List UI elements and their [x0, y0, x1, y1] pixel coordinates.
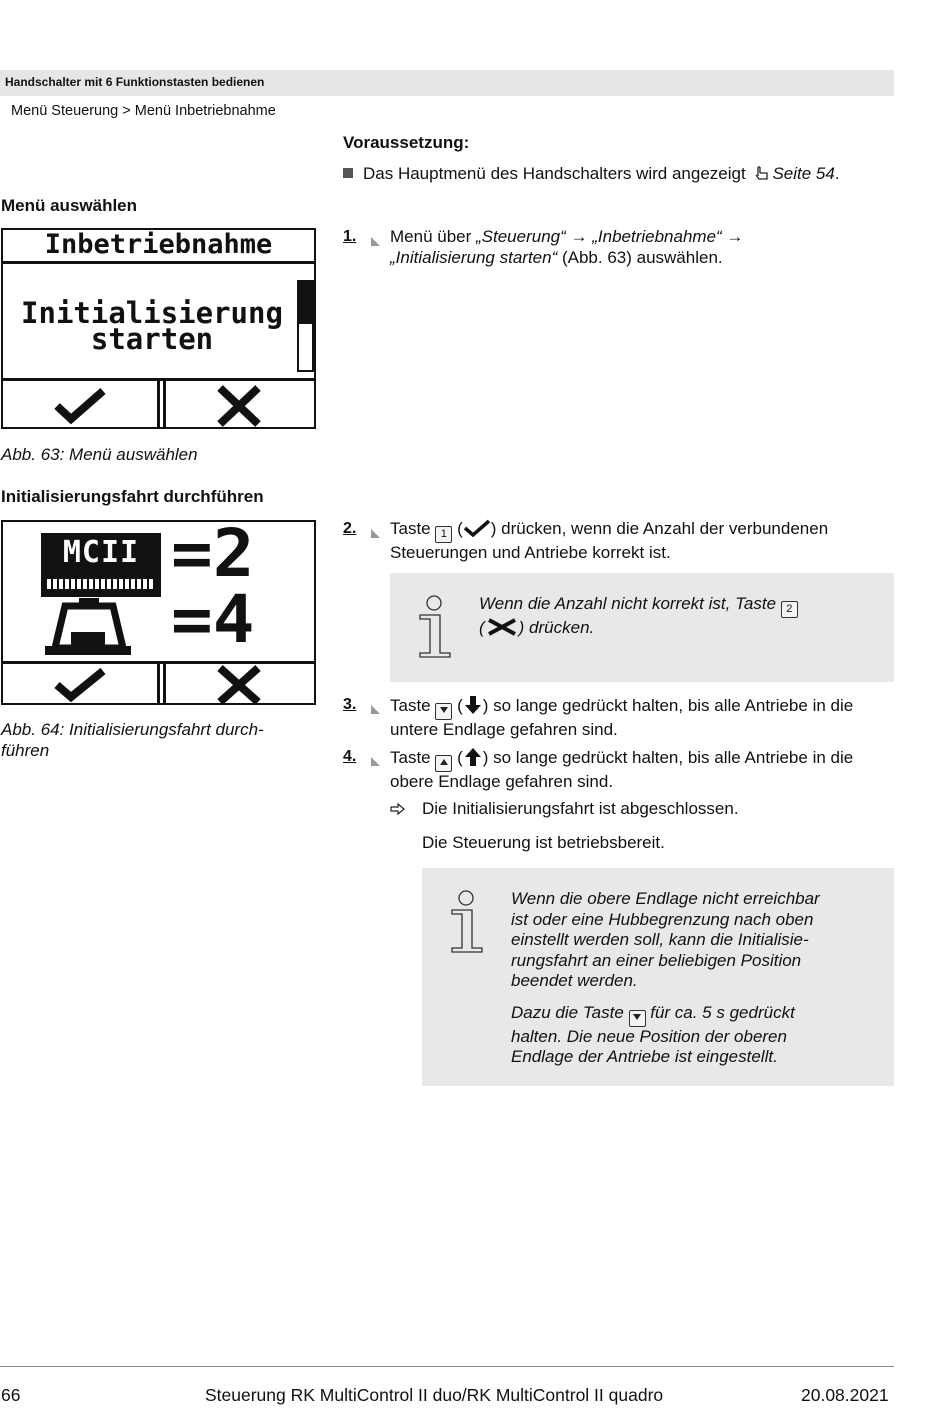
- lcd-button-divider-64: [157, 661, 160, 705]
- display-figure-63: [1, 228, 316, 429]
- step-3-text: Taste ( ) so lange gedrückt halten, bis alle Antriebe in die untere Endlage gefahren sind.: [390, 696, 854, 739]
- bullet-square-icon: [343, 168, 353, 178]
- info-1-line1: Wenn die Anzahl nicht korrekt ist, Taste: [479, 594, 781, 613]
- result-text-2: Die Steuerung ist betriebsbereit.: [422, 833, 665, 852]
- document-date: 20.08.2021: [801, 1385, 889, 1405]
- lcd-menu-entry: [7, 296, 297, 356]
- lcd-line-1: Initialisierung: [21, 296, 283, 330]
- cross-icon: [485, 618, 519, 636]
- lcd-scroll-thumb: [299, 282, 312, 324]
- controller-count: =2: [171, 520, 255, 592]
- step-2-pre: Taste: [390, 519, 436, 538]
- info-1-text: Wenn die Anzahl nicht korrekt ist, Taste 2 ( ) drücken.: [479, 594, 879, 639]
- chapter-title: Handschalter mit 6 Funktionstasten bedienen: [5, 75, 265, 89]
- step-arrow-icon: [360, 525, 382, 539]
- info-2-line4: rungsfahrt an einer beliebigen Position: [511, 950, 802, 970]
- lcd-button-divider-2: [163, 378, 166, 429]
- section-heading-init: Initialisierungsfahrt durchführen: [1, 487, 264, 506]
- requirement-bullet: [343, 164, 840, 185]
- actuator-icon: [43, 596, 133, 658]
- step-1-text: [390, 227, 890, 268]
- info-2-p2-line1: [511, 1003, 881, 1027]
- arrow-down-icon: [463, 695, 483, 715]
- check-icon: [53, 386, 107, 426]
- lcd-scrollbar: [297, 280, 314, 372]
- key-down-icon: [629, 1010, 646, 1027]
- step-3-line2: untere Endlage gefahren sind.: [390, 720, 618, 739]
- actuator-count: =4: [171, 581, 255, 658]
- breadcrumb: Menü Steuerung > Menü Inbetriebnahme: [11, 103, 276, 119]
- step-number-1: 1.: [343, 228, 357, 245]
- check-icon: [53, 667, 107, 703]
- key-2-icon: 2: [781, 601, 798, 618]
- document-title: Steuerung RK MultiControl II duo/RK MultiControl II quadro: [205, 1385, 664, 1405]
- menu-path-init: „Initialisierung starten“: [390, 247, 558, 267]
- info-icon: [418, 595, 454, 659]
- key-1-icon: 1: [435, 526, 452, 543]
- step-3-pre: Taste: [390, 696, 436, 715]
- badge-pins: [47, 579, 155, 589]
- step-1-part2: (Abb. 63) auswählen.: [557, 247, 723, 267]
- step-4-line2: obere Endlage gefahren sind.: [390, 772, 614, 791]
- arrow-up-icon: [463, 747, 483, 767]
- lcd-line-2: starten: [90, 322, 214, 356]
- result-text: Die Initialisierungsfahrt ist abgeschlossen.: [422, 799, 739, 818]
- info-2-line2: ist oder eine Hubbegrenzung nach oben: [511, 909, 814, 929]
- step-number-2: 2.: [343, 520, 357, 537]
- check-icon: [463, 519, 491, 537]
- page-link[interactable]: Seite 54: [772, 164, 835, 183]
- menu-path-inbetriebnahme: „Inbetriebnahme“: [592, 227, 722, 246]
- info-2-p2-post: für ca. 5 s gedrückt: [645, 1002, 795, 1022]
- badge-label: MCII: [62, 535, 140, 570]
- step-arrow-icon: [360, 753, 382, 767]
- info-2-text: [511, 889, 881, 1068]
- controller-badge: [41, 533, 161, 597]
- info-2-p2-line3: Endlage der Antriebe ist eingestellt.: [511, 1047, 778, 1066]
- lcd-button-divider-64b: [163, 661, 166, 705]
- caption-64-line1: Abb. 64: Initialisierungsfahrt durch-: [1, 720, 264, 739]
- menu-arrow-2: →: [721, 227, 744, 246]
- step-1-part1: Menü über: [390, 227, 476, 246]
- step-arrow-icon: [360, 701, 382, 715]
- link-suffix: .: [834, 164, 840, 183]
- key-down-icon: [435, 703, 452, 720]
- key-up-icon: [435, 755, 452, 772]
- step-4-pre: Taste: [390, 748, 436, 767]
- lcd-button-divider: [157, 378, 160, 429]
- caption-64-line2: führen: [1, 740, 50, 760]
- result-arrow-icon: [390, 803, 406, 815]
- step-3-post: ) so lange gedrückt halten, bis alle Antriebe in die: [482, 696, 854, 715]
- info-1-line2: ) drücken.: [518, 618, 595, 637]
- step-4-post: ) so lange gedrückt halten, bis alle Antriebe in die: [482, 748, 854, 767]
- figure-caption-64: [1, 720, 301, 761]
- step-2-post: ) drücken, wenn die Anzahl der verbundenen: [490, 519, 829, 538]
- info-2-line5: beendet werden.: [511, 971, 638, 990]
- footer-divider: [0, 1366, 894, 1367]
- step-number-3: 3.: [343, 696, 357, 713]
- menu-path-steuerung: „Steuerung“: [476, 227, 566, 246]
- info-2-p2-line2: halten. Die neue Position der oberen: [511, 1026, 787, 1046]
- info-2-line3: einstellt werden soll, kann die Initialisie-: [511, 930, 809, 949]
- section-heading-menu: Menü auswählen: [1, 196, 138, 215]
- step-4-text: Taste ( ) so lange gedrückt halten, bis alle Antriebe in die obere Endlage gefahren sind.: [390, 748, 854, 791]
- step-number-4: 4.: [343, 748, 357, 765]
- cross-icon: [215, 384, 263, 428]
- lcd-title: Inbetriebnahme: [3, 230, 314, 264]
- requirement-text: Das Hauptmenü des Handschalters wird angezeigt: [363, 164, 746, 183]
- info-2-line1: Wenn die obere Endlage nicht erreichbar: [511, 889, 820, 908]
- info-box-2: [422, 868, 894, 1086]
- menu-arrow-1: →: [565, 227, 593, 246]
- figure-caption-63: Abb. 63: Menü auswählen: [1, 445, 198, 464]
- step-arrow-icon: [360, 233, 382, 247]
- step-2-text: Taste 1 ( ) drücken, wenn die Anzahl der verbundenen Steuerungen und Antriebe korrekt ist.: [390, 519, 829, 562]
- info-icon: [450, 890, 486, 954]
- display-figure-64: [1, 520, 316, 705]
- step-2-line2: Steuerungen und Antriebe korrekt ist.: [390, 543, 671, 562]
- pointing-hand-icon: [755, 165, 769, 181]
- info-2-p2-pre: Dazu die Taste: [511, 1002, 629, 1022]
- requirement-heading: Voraussetzung:: [343, 133, 470, 152]
- page-number: 66: [1, 1385, 21, 1405]
- info-box-1: [390, 573, 894, 682]
- cross-icon: [215, 665, 263, 705]
